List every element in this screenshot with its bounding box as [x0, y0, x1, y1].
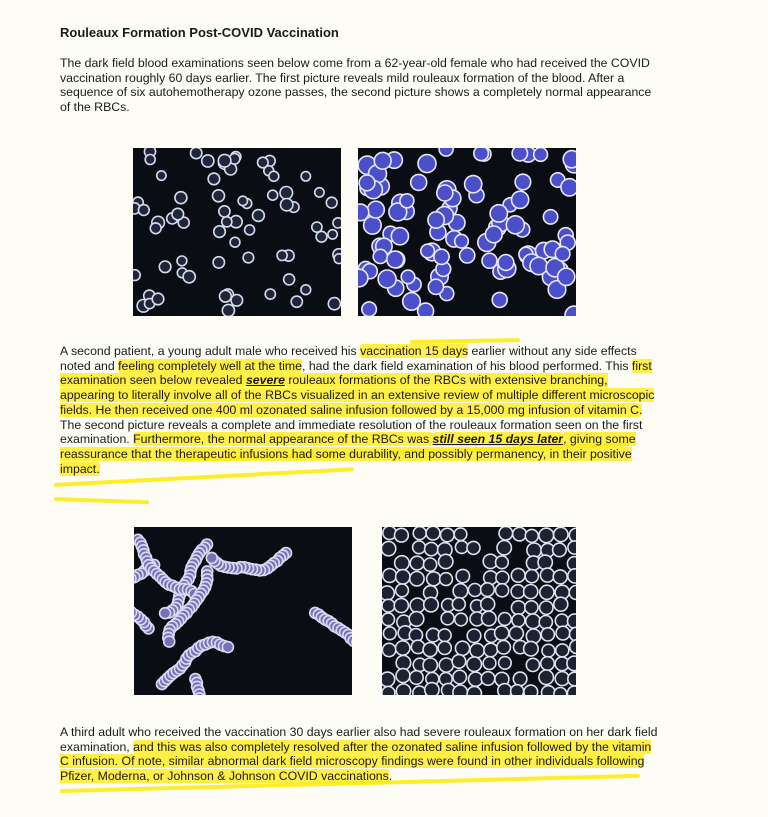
red-blood-cell [454, 528, 467, 541]
red-blood-cell [359, 175, 375, 191]
red-blood-cell [387, 251, 404, 268]
red-blood-cell [231, 295, 243, 307]
red-blood-cell [496, 556, 509, 569]
red-blood-cell [440, 573, 453, 586]
red-blood-cell [481, 672, 495, 686]
red-blood-cell [506, 216, 524, 234]
red-blood-cell [543, 210, 557, 224]
red-blood-cell [160, 608, 171, 619]
red-blood-cell [396, 584, 409, 597]
red-blood-cell [554, 527, 568, 541]
red-blood-cell [538, 555, 552, 569]
red-blood-cell [498, 684, 512, 695]
red-blood-cell [496, 571, 509, 584]
red-blood-cell [214, 226, 226, 238]
red-blood-cell [401, 270, 415, 284]
highlighted-text: , giving some reassurance that the therapeutic infusions had some durability, and possibly permanency, in their positive impact. [60, 432, 636, 476]
red-blood-cell [439, 554, 453, 568]
red-blood-cell [567, 686, 576, 695]
red-blood-cell [333, 218, 341, 228]
red-blood-cell [499, 527, 513, 540]
red-blood-cell [358, 204, 369, 221]
red-blood-cell [558, 268, 575, 285]
red-blood-cell [301, 285, 311, 295]
red-blood-cell [424, 558, 437, 571]
red-blood-cell [482, 253, 497, 268]
red-blood-cell [470, 643, 484, 657]
red-blood-cell [439, 658, 453, 672]
red-blood-cell [411, 174, 427, 190]
red-blood-cell [157, 171, 166, 180]
red-blood-cell [553, 570, 567, 584]
red-blood-cell [568, 614, 577, 628]
red-blood-cell [460, 248, 475, 263]
emphasized-still-seen: still seen 15 days later [432, 432, 564, 447]
red-blood-cell [490, 205, 507, 222]
article-title: Rouleaux Formation Post-COVID Vaccination [60, 25, 339, 40]
red-blood-cell [556, 626, 570, 640]
red-blood-cell [569, 586, 576, 600]
red-blood-cell [481, 597, 495, 611]
micrograph-patient1-before [133, 148, 341, 316]
red-blood-cell [492, 292, 507, 307]
text-span: The second picture reveals a complete and immediate resolution of the rouleaux formation seen on the first examination. [60, 417, 643, 447]
red-blood-cell [455, 641, 469, 655]
red-blood-cell [382, 541, 396, 555]
red-blood-cell [481, 583, 495, 597]
red-blood-cell [485, 226, 502, 243]
red-blood-cell [396, 570, 410, 584]
red-blood-cell [511, 585, 525, 599]
red-blood-cell [222, 642, 233, 653]
paragraph-first-patient: The dark field blood examinations seen below come from a 62-year-old female who had received the COVID vaccination roughly 60 days earlier. The first picture reveals mild rouleaux formation of the blood. After a sequence of six autohemotherapy ozone passes, the second picture shows a completely normal appearance of the RBCs. [60, 56, 652, 115]
red-blood-cell [539, 616, 552, 629]
red-blood-cell [243, 252, 254, 263]
red-blood-cell [467, 657, 482, 672]
red-blood-cell [423, 643, 437, 657]
red-blood-cell [484, 643, 498, 657]
red-blood-cell [511, 568, 525, 582]
red-blood-cell [334, 254, 341, 264]
red-blood-cell [382, 672, 395, 687]
red-blood-cell [368, 201, 385, 218]
red-blood-cell [382, 599, 395, 612]
red-blood-cell [301, 172, 310, 181]
red-blood-cell [424, 597, 439, 612]
red-blood-cell [396, 655, 411, 670]
red-blood-cell [497, 541, 511, 555]
red-blood-cell [567, 656, 576, 671]
red-blood-cell [413, 527, 426, 540]
red-blood-cell [220, 290, 232, 302]
red-blood-cell [524, 685, 538, 695]
red-blood-cell [175, 192, 187, 204]
red-blood-cell [540, 568, 554, 582]
red-blood-cell [554, 597, 568, 611]
red-blood-cell [383, 569, 397, 583]
red-blood-cell [328, 298, 340, 310]
red-blood-cell [284, 274, 295, 285]
red-blood-cell [524, 641, 539, 656]
red-blood-cell [499, 657, 512, 670]
red-blood-cell [570, 640, 576, 654]
red-blood-cell [555, 247, 570, 262]
text-span: A second patient, a young adult male who received his [60, 344, 361, 358]
red-blood-cell [394, 598, 408, 612]
red-blood-cell [378, 270, 396, 288]
red-blood-cell [511, 685, 524, 695]
red-blood-cell [396, 641, 410, 655]
red-blood-cell [391, 228, 408, 245]
red-blood-cell [497, 640, 511, 654]
highlighted-text: vaccination 15 days [360, 344, 469, 358]
red-blood-cell [202, 155, 214, 167]
red-blood-cell [326, 197, 337, 208]
text-span: . [388, 769, 393, 784]
red-blood-cell [213, 257, 224, 268]
red-blood-cell [526, 658, 539, 671]
red-blood-cell [269, 171, 279, 181]
red-blood-cell [291, 296, 302, 307]
red-blood-cell [383, 627, 396, 640]
red-blood-cell [425, 542, 438, 555]
red-blood-cell [542, 686, 556, 695]
red-blood-cell [563, 151, 576, 168]
red-blood-cell [513, 672, 527, 686]
red-blood-cell [145, 155, 155, 165]
red-blood-cell [395, 528, 409, 542]
red-blood-cell [539, 670, 554, 685]
red-blood-cell [328, 230, 337, 239]
red-blood-cell [358, 269, 368, 287]
red-blood-cell [410, 671, 424, 685]
red-blood-cell [150, 223, 161, 234]
red-blood-cell [453, 670, 467, 684]
red-blood-cell [438, 629, 451, 642]
red-blood-cell [498, 613, 511, 626]
red-blood-cell [467, 629, 481, 643]
red-blood-cell [177, 256, 187, 266]
red-blood-cell [441, 612, 454, 625]
red-blood-cell [281, 199, 293, 211]
red-blood-cell [230, 237, 240, 247]
red-blood-cell [219, 206, 230, 217]
red-blood-cell [455, 234, 469, 248]
red-blood-cell [539, 528, 554, 543]
red-blood-cell [133, 270, 140, 281]
paragraph-third-patient [60, 725, 660, 784]
red-blood-cell [453, 584, 468, 599]
red-blood-cell [428, 212, 444, 228]
red-blood-cell [561, 179, 576, 196]
red-blood-cell [437, 185, 453, 201]
red-blood-cell [568, 541, 576, 554]
highlighted-text: rouleaux formations of the RBCs with extensive branching, appearing to literally involve all of the RBCs visualized in an extensive review of multiple different microscopic fields. He then received one 400 ml ozonated saline infusion followed by a 15,000 mg infusion of vitamin C. [60, 373, 655, 417]
red-blood-cell [400, 194, 414, 208]
red-blood-cell [453, 685, 468, 695]
red-blood-cell [455, 613, 468, 626]
red-blood-cell [382, 586, 394, 600]
red-blood-cell [277, 250, 287, 260]
red-blood-cell [553, 543, 567, 557]
red-blood-cell [495, 626, 509, 640]
text-span: earlier without any side effects noted and [60, 344, 637, 373]
red-blood-cell [218, 154, 231, 167]
red-blood-cell [403, 293, 421, 311]
highlighted-text: and this was also completely resolved after the ozonated saline infusion followed by the vitamin C infusion. Of note, similar abnormal dark field microscopy findings were found in other individuals following Pfizer, Moderna, or Johnson & Johnson COVID vaccinations [60, 739, 652, 784]
red-blood-cell [427, 572, 441, 586]
highlighted-text: Furthermore, the normal appearance of the RBCs was [133, 432, 433, 447]
red-blood-cell [482, 611, 497, 626]
red-blood-cell [410, 572, 424, 586]
red-blood-cell [467, 541, 480, 554]
red-blood-cell [222, 304, 234, 316]
red-blood-cell [315, 188, 324, 197]
red-blood-cell [568, 569, 576, 583]
red-blood-cell [556, 644, 569, 657]
red-blood-cell [554, 688, 567, 696]
red-blood-cell [541, 628, 554, 641]
red-blood-cell [208, 173, 220, 185]
red-blood-cell [452, 655, 466, 669]
red-blood-cell [382, 686, 395, 695]
red-blood-cell [238, 196, 247, 205]
red-blood-cell [410, 598, 425, 613]
red-blood-cell [438, 641, 451, 654]
red-blood-cell [526, 614, 541, 629]
red-blood-cell [524, 585, 538, 599]
red-blood-cell [483, 657, 496, 670]
red-blood-cell [541, 657, 555, 671]
red-blood-cell [428, 279, 443, 294]
red-blood-cell [565, 306, 576, 316]
red-blood-cell [512, 148, 527, 161]
red-blood-cell [425, 683, 439, 695]
red-blood-cell [570, 627, 577, 641]
red-blood-cell [512, 614, 525, 627]
red-blood-cell [138, 205, 149, 216]
red-blood-cell [468, 584, 481, 597]
red-blood-cell [474, 148, 489, 161]
red-blood-cell [423, 658, 437, 672]
red-blood-cell [409, 612, 424, 627]
red-blood-cell [525, 601, 538, 614]
red-blood-cell [374, 152, 391, 169]
red-blood-cell [513, 527, 527, 541]
red-blood-cell [362, 302, 377, 316]
red-blood-cell [509, 626, 523, 640]
red-blood-cell [316, 231, 327, 242]
red-blood-cell [373, 249, 387, 263]
red-blood-cell [540, 601, 553, 614]
red-blood-cell [265, 289, 275, 299]
red-blood-cell [456, 569, 469, 582]
red-blood-cell [152, 293, 164, 305]
red-blood-cell [245, 225, 255, 235]
red-blood-cell [396, 684, 410, 695]
highlighted-text: feeling completely well at the time [118, 358, 302, 373]
red-blood-cell [525, 570, 538, 583]
red-blood-cell [418, 155, 436, 173]
red-blood-cell [258, 157, 269, 168]
red-blood-cell [512, 191, 529, 208]
red-blood-cell [542, 644, 555, 657]
red-blood-cell [268, 190, 278, 200]
red-blood-cell [421, 244, 435, 258]
red-blood-cell [540, 585, 554, 599]
red-blood-cell [159, 261, 171, 273]
red-blood-cell [452, 598, 465, 611]
red-blood-cell [530, 257, 547, 274]
red-blood-cell [183, 271, 195, 283]
red-blood-cell [410, 556, 424, 570]
micrograph-patient2-before [134, 527, 352, 695]
red-blood-cell [498, 255, 514, 271]
red-blood-cell [439, 148, 453, 156]
micrograph-patient2-after [382, 527, 576, 695]
text-span: A third adult who received the vaccination 30 days earlier also had severe rouleaux formation on her dark field examination, [60, 725, 658, 754]
emphasized-severe: severe [245, 373, 285, 388]
paragraph-second-patient [60, 344, 660, 476]
red-blood-cell [172, 208, 184, 220]
red-blood-cell [382, 613, 395, 626]
red-blood-cell [455, 541, 468, 554]
red-blood-cell [555, 614, 568, 627]
red-blood-cell [465, 176, 482, 193]
highlighted-text: first examination seen below revealed [60, 358, 652, 388]
red-blood-cell [280, 187, 293, 200]
red-blood-cell [511, 601, 525, 615]
red-blood-cell [496, 584, 509, 597]
red-blood-cell [382, 643, 395, 656]
red-blood-cell [164, 636, 175, 647]
red-blood-cell [213, 190, 225, 202]
red-blood-cell [206, 552, 217, 563]
red-blood-cell [534, 148, 548, 161]
red-blood-cell [253, 210, 265, 222]
red-blood-cell [222, 217, 232, 227]
red-blood-cell [191, 148, 202, 159]
red-blood-cell [396, 669, 410, 683]
red-blood-cell [467, 686, 481, 695]
red-blood-cell [413, 541, 426, 554]
micrograph-patient1-after [358, 148, 576, 316]
red-blood-cell [426, 527, 440, 540]
red-blood-cell [434, 249, 449, 264]
red-blood-cell [515, 174, 531, 190]
red-blood-cell [395, 556, 410, 571]
red-blood-cell [525, 529, 538, 542]
red-blood-cell [441, 528, 455, 542]
text-span: , had the dark field examination of his blood performed. This [301, 358, 632, 373]
red-blood-cell [568, 672, 576, 686]
highlight-stroke [54, 497, 149, 504]
